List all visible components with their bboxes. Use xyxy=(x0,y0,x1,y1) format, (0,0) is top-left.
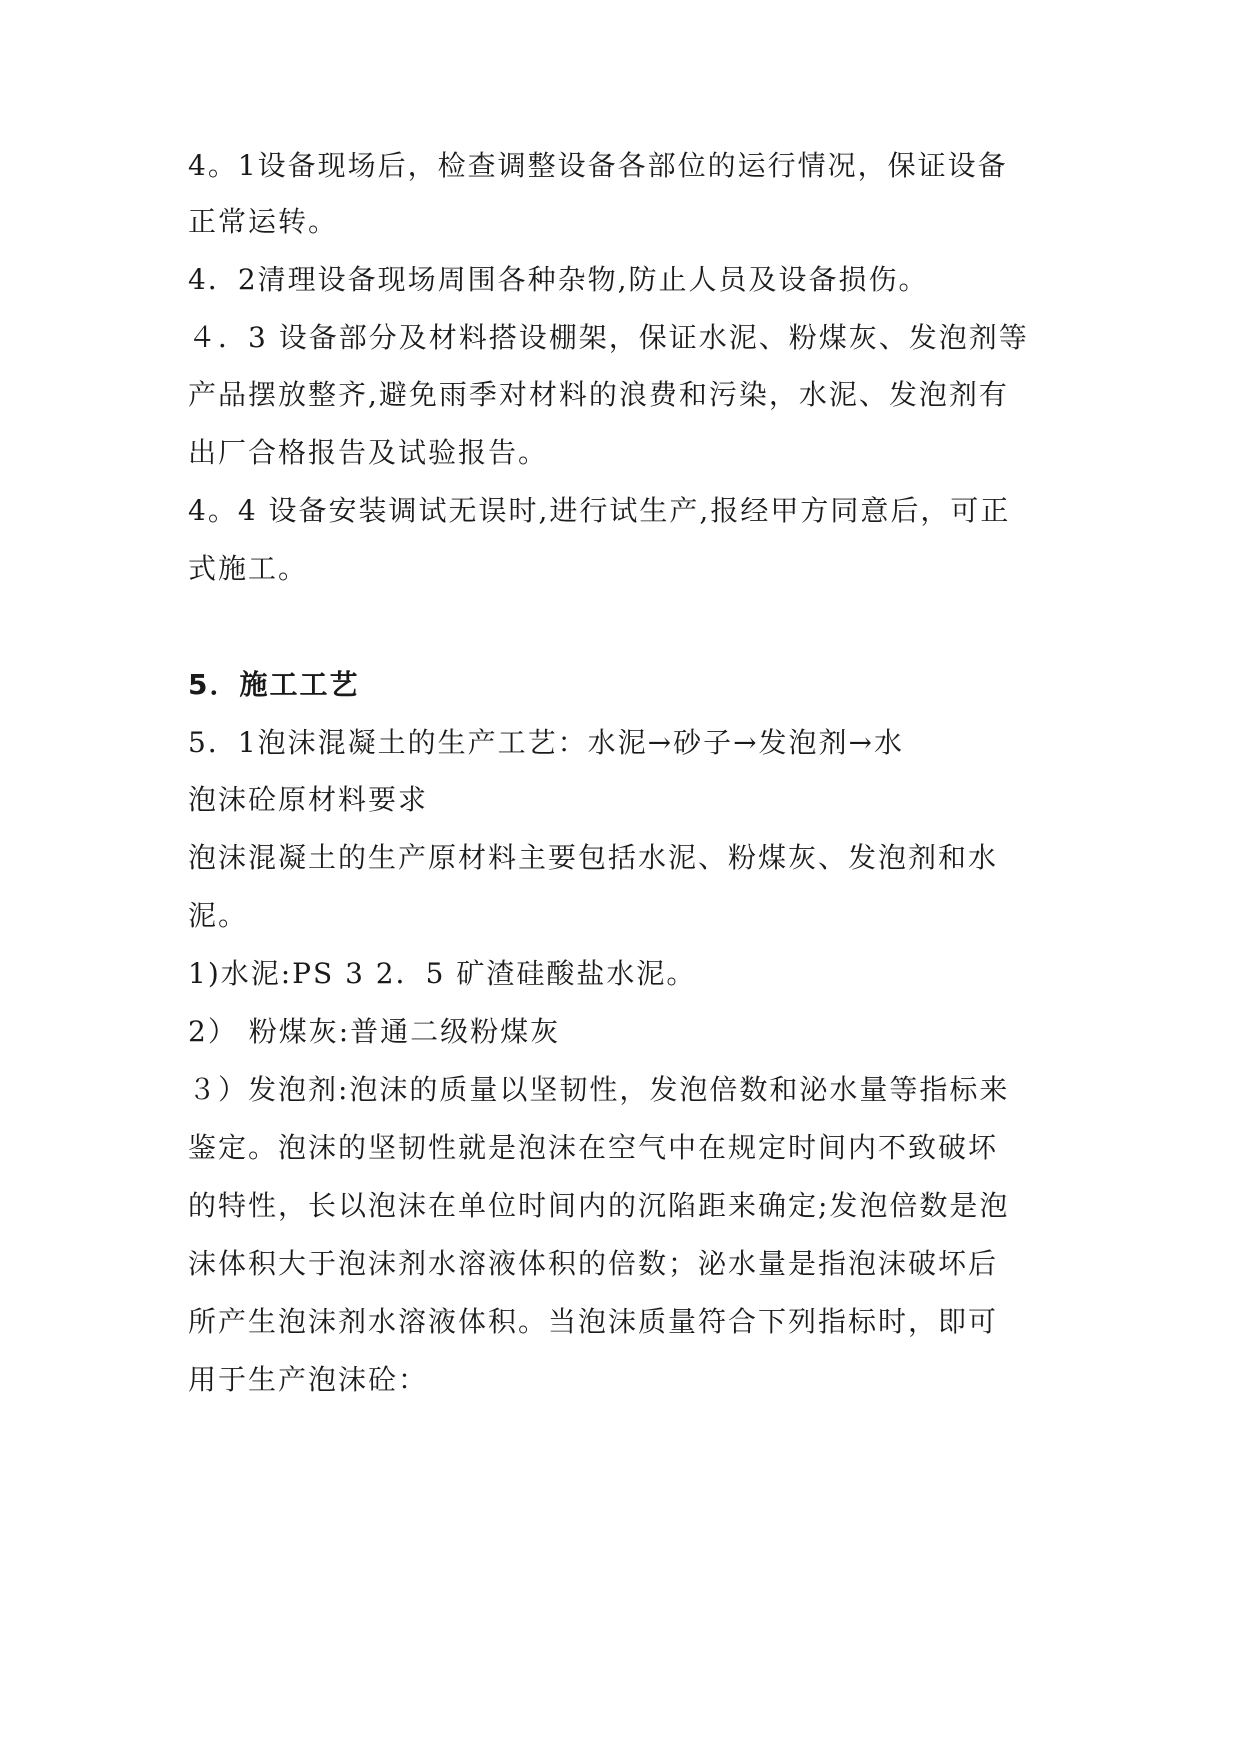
list-item-3-line-2: 鉴定。泡沫的坚韧性就是泡沫在空气中在规定时间内不致破坏 xyxy=(188,1131,999,1164)
para-4-3-line-3: 出厂合格报告及试验报告。 xyxy=(188,436,549,469)
para-4-2-line-1: 4．2清理设备现场周围各种杂物,防止人员及设备损伤。 xyxy=(188,263,929,296)
para-4-4-line-2: 式施工。 xyxy=(188,552,309,585)
list-item-3-line-3: 的特性，长以泡沫在单位时间内的沉陷距来确定;发泡倍数是泡 xyxy=(188,1189,1010,1222)
list-item-3-line-4: 沫体积大于泡沫剂水溶液体积的倍数；泌水量是指泡沫破坏后 xyxy=(188,1247,999,1280)
para-4-3-line-1: ４．3 设备部分及材料搭设棚架，保证水泥、粉煤灰、发泡剂等 xyxy=(188,321,1029,354)
subheading-materials: 泡沫砼原材料要求 xyxy=(188,783,429,816)
para-intro-line-2: 泥。 xyxy=(188,899,249,932)
section-5-heading: 5．施工工艺 xyxy=(188,668,360,701)
para-4-1-line-2: 正常运转。 xyxy=(188,205,339,238)
list-item-2: 2） 粉煤灰:普通二级粉煤灰 xyxy=(188,1015,561,1048)
para-intro-line-1: 泡沫混凝土的生产原材料主要包括水泥、粉煤灰、发泡剂和水 xyxy=(188,841,999,874)
list-item-1: 1)水泥:PS 3 2．5 矿渣硅酸盐水泥。 xyxy=(188,957,697,990)
list-item-3-line-1: ３）发泡剂:泡沫的质量以坚韧性，发泡倍数和泌水量等指标来 xyxy=(188,1073,1010,1106)
list-item-3-line-6: 用于生产泡沫砼： xyxy=(188,1363,429,1396)
para-4-3-line-2: 产品摆放整齐,避免雨季对材料的浪费和污染，水泥、发泡剂有 xyxy=(188,378,1009,411)
para-5-1: 5．1泡沫混凝土的生产工艺：水泥→砂子→发泡剂→水 xyxy=(188,726,905,759)
para-4-4-line-1: 4。4 设备安装调试无误时,进行试生产,报经甲方同意后，可正 xyxy=(188,494,1011,527)
para-4-1-line-1: 4。1设备现场后，检查调整设备各部位的运行情况，保证设备 xyxy=(188,149,1008,182)
list-item-3-line-5: 所产生泡沫剂水溶液体积。当泡沫质量符合下列指标时，即可 xyxy=(188,1305,999,1338)
